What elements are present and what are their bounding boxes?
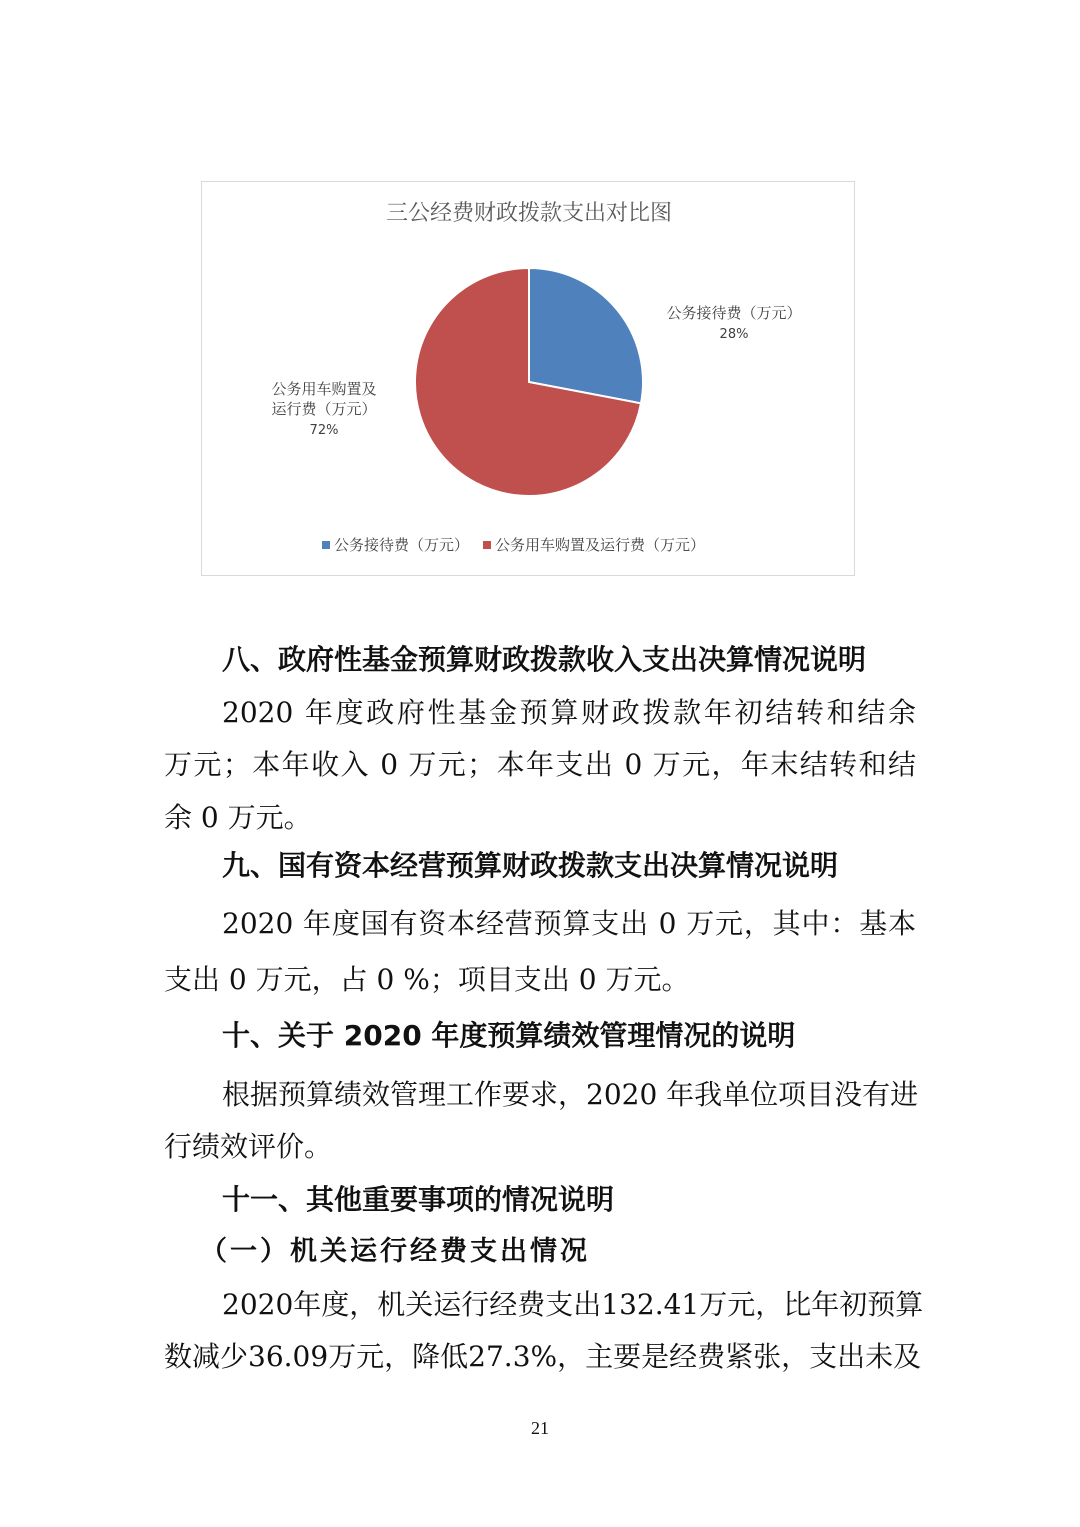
chart-title: 三公经费财政拨款支出对比图 (385, 201, 673, 226)
pie-chart (201, 181, 855, 576)
section-8-line-3: 余 0 万元。 (164, 801, 312, 834)
pie-slice-label: 运行费（万元） (271, 400, 377, 418)
section-11-line-1: 2020年度，机关运行经费支出132.41万元，比年初预算 (222, 1288, 924, 1321)
section-8-line-1: 2020 年度政府性基金预算财政拨款年初结转和结余 (222, 696, 916, 729)
legend-swatch (483, 541, 491, 549)
section-10-line-1: 根据预算绩效管理工作要求，2020 年我单位项目没有进 (222, 1078, 919, 1111)
pie-slice (529, 268, 643, 403)
section-9-heading: 九、国有资本经营预算财政拨款支出决算情况说明 (222, 849, 839, 882)
section-10-line-2: 行绩效评价。 (164, 1130, 333, 1163)
section-9-line-1: 2020 年度国有资本经营预算支出 0 万元，其中：基本 (222, 907, 916, 940)
section-11-line-2: 数减少36.09万元，降低27.3%，主要是经费紧张，支出未及 (164, 1340, 922, 1373)
section-10-heading: 十、关于 2020 年度预算绩效管理情况的说明 (222, 1019, 796, 1052)
section-8-line-2: 万元；本年收入 0 万元；本年支出 0 万元，年末结转和结 (164, 748, 916, 781)
page-number: 21 (531, 1418, 549, 1438)
legend-entry: 公务接待费（万元） (334, 536, 470, 554)
legend-swatch (322, 541, 330, 549)
pie-percent-label: 72% (309, 423, 339, 438)
pie-slice-label: 公务接待费（万元） (666, 304, 802, 322)
section-11-heading: 十一、其他重要事项的情况说明 (222, 1183, 615, 1216)
legend-entry: 公务用车购置及运行费（万元） (495, 536, 706, 554)
section-11-subheading: （一）机关运行经费支出情况 (200, 1236, 590, 1267)
pie-percent-label: 28% (719, 327, 749, 342)
section-9-line-2: 支出 0 万元，占 0 %；项目支出 0 万元。 (164, 963, 690, 996)
pie-slice-label: 公务用车购置及 (271, 380, 377, 398)
pie-chart-svg (202, 182, 856, 577)
section-8-heading: 八、政府性基金预算财政拨款收入支出决算情况说明 (222, 643, 867, 676)
